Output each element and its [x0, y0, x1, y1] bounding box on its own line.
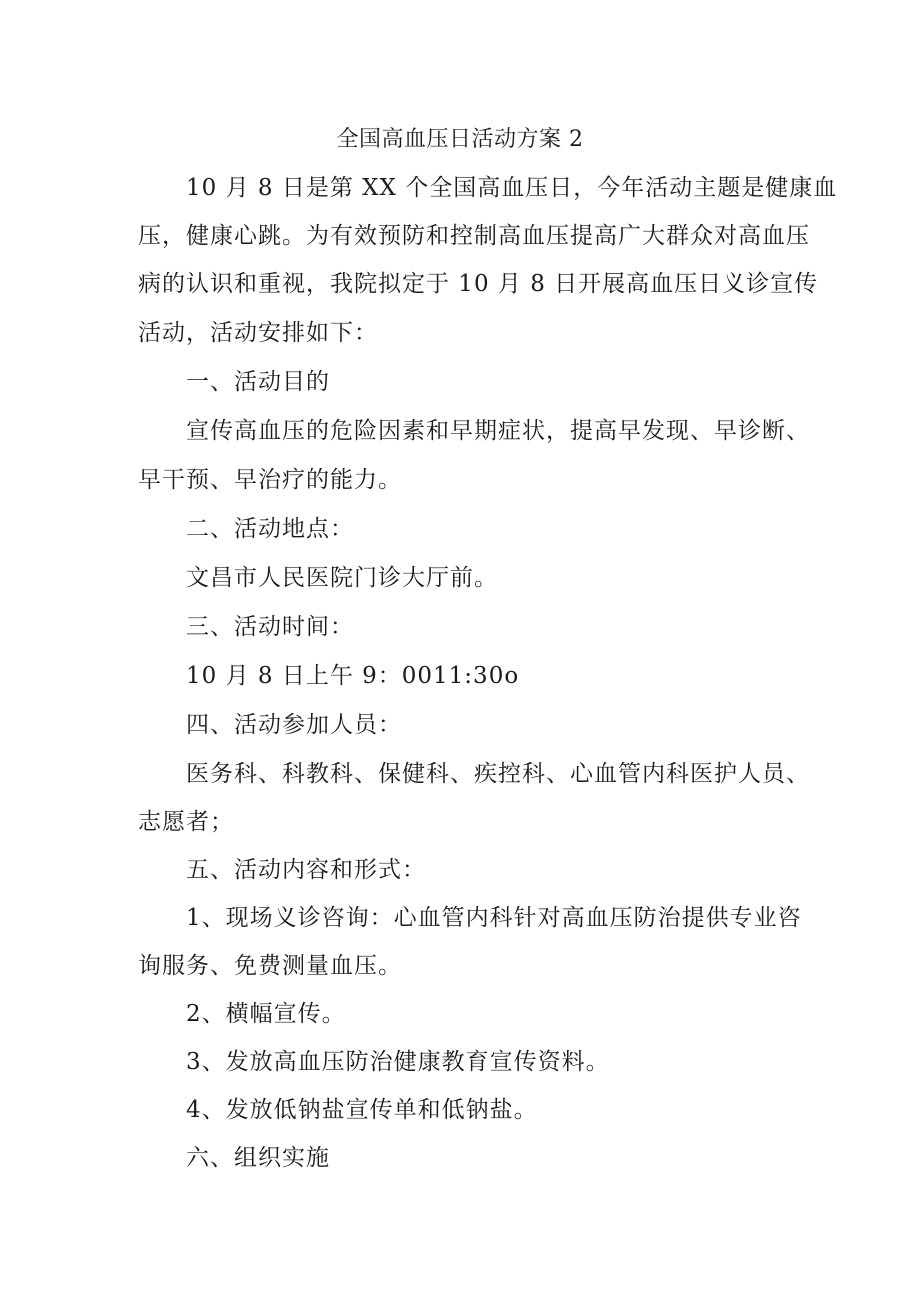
paragraph-location: 文昌市人民医院门诊大厅前。 — [186, 565, 498, 591]
paragraph-participants-line-2: 志愿者； — [138, 809, 234, 835]
section-heading-time: 三、活动时间： — [186, 614, 354, 640]
paragraph-purpose-line-1: 宣传高血压的危险因素和早期症状，提高早发现、早诊断、 — [186, 418, 810, 444]
paragraph-intro-line-4: 活动，活动安排如下： — [138, 320, 378, 346]
list-item-2: 2、横幅宣传。 — [186, 1001, 346, 1027]
paragraph-intro-line-2: 压，健康心跳。为有效预防和控制高血压提高广大群众对高血压 — [138, 223, 810, 249]
list-item-3: 3、发放高血压防治健康教育宣传资料。 — [186, 1049, 610, 1075]
section-heading-participants: 四、活动参加人员： — [186, 712, 402, 738]
list-item-1-line-2: 询服务、免费测量血压。 — [138, 953, 402, 979]
list-item-1-line-1: 1、现场义诊咨询：心血管内科针对高血压防治提供专业咨 — [186, 905, 802, 931]
list-item-4: 4、发放低钠盐宣传单和低钠盐。 — [186, 1097, 538, 1123]
section-heading-location: 二、活动地点： — [186, 516, 354, 542]
paragraph-intro-line-3: 病的认识和重视，我院拟定于 10 月 8 日开展高血压日义诊宣传 — [138, 271, 819, 297]
paragraph-intro-line-1: 10 月 8 日是第 XX 个全国高血压日，今年活动主题是健康血 — [186, 175, 838, 201]
section-heading-purpose: 一、活动目的 — [186, 369, 330, 395]
section-heading-content: 五、活动内容和形式： — [186, 857, 426, 883]
paragraph-participants-line-1: 医务科、科教科、保健科、疾控科、心血管内科医护人员、 — [186, 761, 810, 787]
paragraph-time: 10 月 8 日上午 9：0011:30o — [186, 663, 520, 689]
document-title: 全国高血压日活动方案 2 — [336, 127, 584, 152]
paragraph-purpose-line-2: 早干预、早治疗的能力。 — [138, 467, 402, 493]
section-heading-implementation: 六、组织实施 — [186, 1145, 330, 1171]
